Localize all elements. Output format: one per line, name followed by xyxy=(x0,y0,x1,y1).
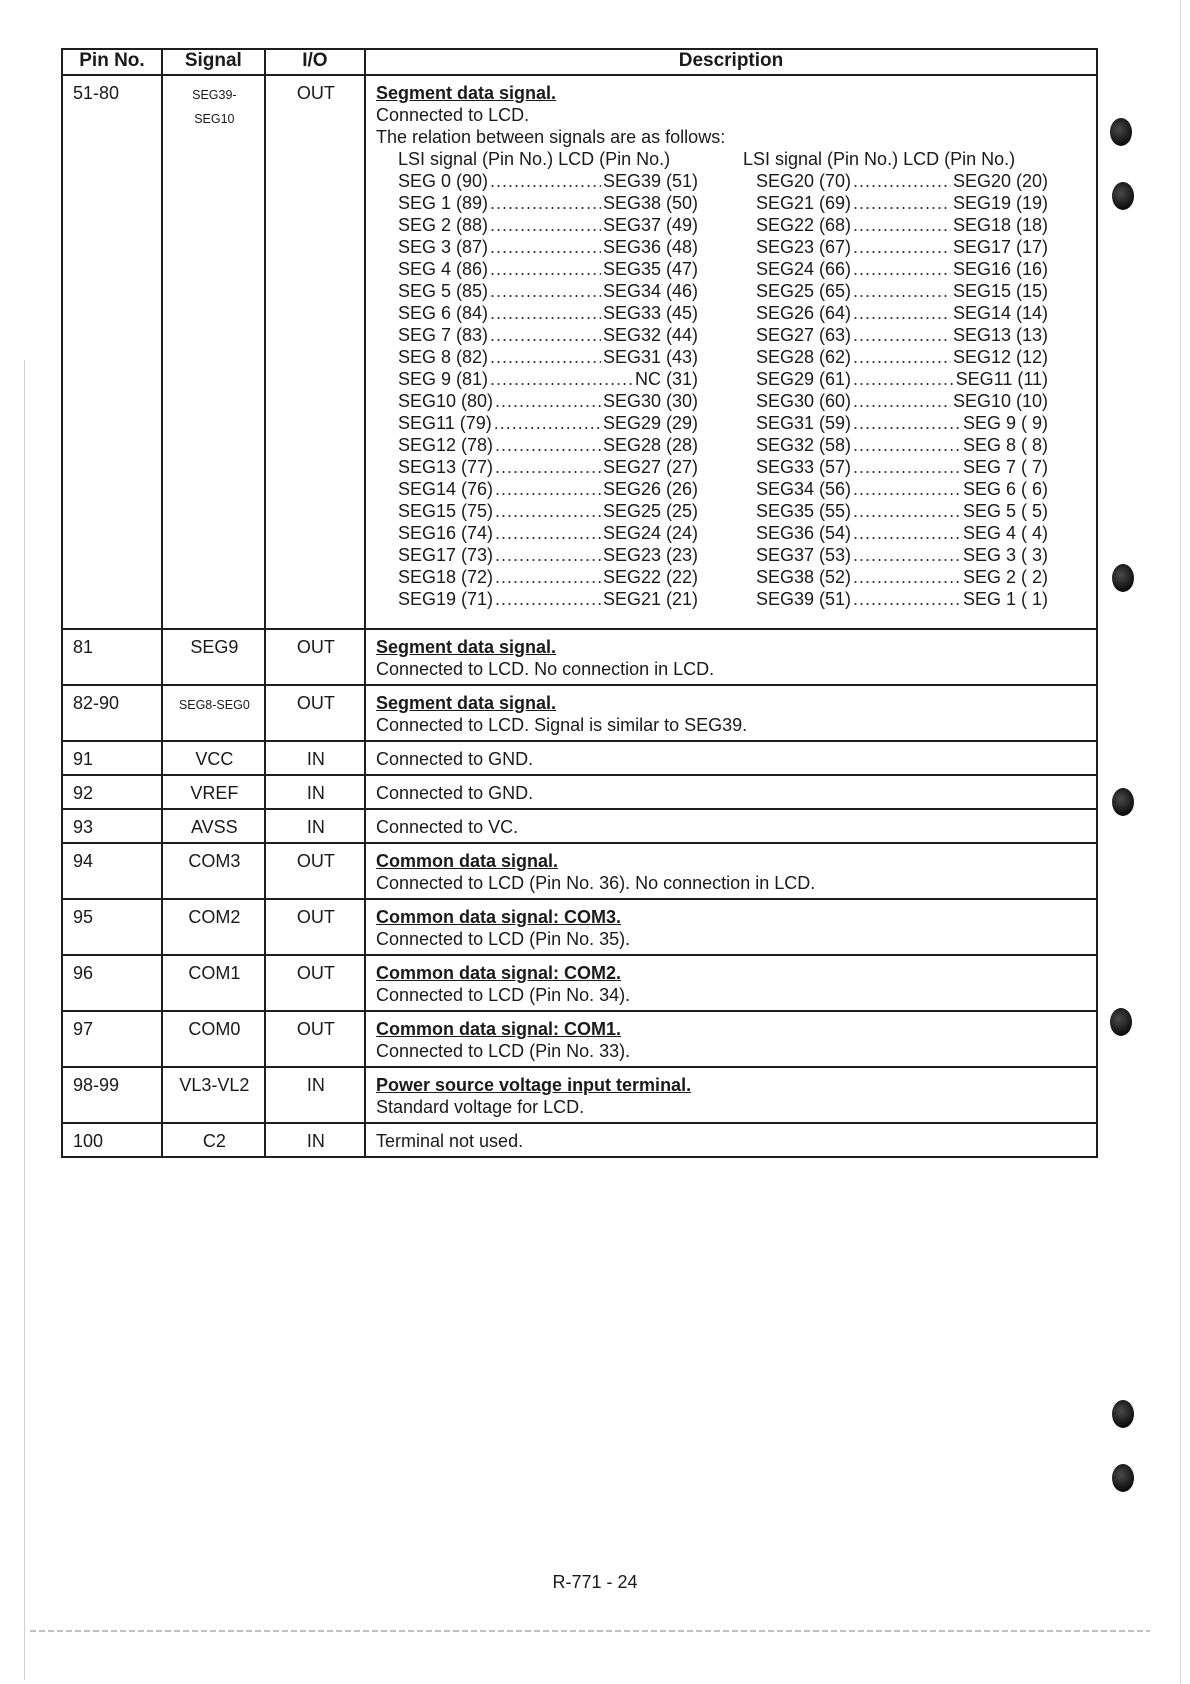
io-cell: OUT xyxy=(265,629,365,685)
lcd-pin: SEG16 (16) xyxy=(952,259,1048,279)
io-cell: IN xyxy=(265,1067,365,1123)
mapping-row xyxy=(398,390,1088,412)
lsi-signal: SEG13 (77) xyxy=(398,457,494,477)
leader-dots xyxy=(490,302,601,324)
mapping-pair-right xyxy=(756,390,1048,412)
leader-dots xyxy=(853,588,961,610)
binder-hole xyxy=(1112,788,1134,816)
lcd-pin: SEG11 (11) xyxy=(955,369,1048,389)
description-line: Connected to LCD (Pin No. 33). xyxy=(376,1041,631,1061)
description-title: Common data signal. xyxy=(376,851,559,871)
lsi-signal: SEG11 (79) xyxy=(398,413,492,433)
lcd-pin: SEG15 (15) xyxy=(952,281,1048,301)
pin-cell: 51-80 xyxy=(62,75,162,629)
description-cell xyxy=(365,1011,1097,1067)
lcd-pin: SEG14 (14) xyxy=(952,303,1048,323)
mapping-row xyxy=(398,566,1088,588)
mapping-pair-left xyxy=(398,566,698,588)
mapping-pair-left xyxy=(398,368,698,390)
mapping-pair-right xyxy=(756,566,1048,588)
mapping-pair-right xyxy=(756,170,1048,192)
pin-cell: 81 xyxy=(62,629,162,685)
lsi-signal: SEG36 (54) xyxy=(756,523,852,543)
description-line: Connected to LCD (Pin No. 36). No connection in LCD. xyxy=(376,873,816,893)
signal-cell xyxy=(162,809,265,843)
table-row xyxy=(62,775,1097,809)
signal-text: VREF xyxy=(190,783,239,803)
description-title: Common data signal: COM1. xyxy=(376,1019,622,1039)
mapping-row xyxy=(398,544,1088,566)
lsi-signal: SEG25 (65) xyxy=(756,281,852,301)
leader-dots xyxy=(490,280,601,302)
lsi-signal: SEG29 (61) xyxy=(756,369,852,389)
mapping-pair-left xyxy=(398,456,698,478)
lsi-signal: SEG 2 (88) xyxy=(398,215,489,235)
lsi-signal: SEG10 (80) xyxy=(398,391,494,411)
mapping-pair-left xyxy=(398,412,698,434)
lsi-signal: SEG 9 (81) xyxy=(398,369,489,389)
signal-cell xyxy=(162,843,265,899)
table-row-segment-mapping xyxy=(62,75,1097,629)
lsi-signal: SEG12 (78) xyxy=(398,435,494,455)
leader-dots xyxy=(490,368,633,390)
leader-dots xyxy=(490,214,601,236)
leader-dots xyxy=(853,368,954,390)
leader-dots xyxy=(853,390,951,412)
description-line: Connected to LCD (Pin No. 34). xyxy=(376,985,631,1005)
lsi-signal: SEG 4 (86) xyxy=(398,259,489,279)
binder-hole xyxy=(1112,1400,1134,1428)
mapping-pair-left xyxy=(398,236,698,258)
lcd-pin: SEG32 (44) xyxy=(602,325,698,345)
mapping-pair-right xyxy=(756,214,1048,236)
signal-cell xyxy=(162,685,265,741)
mapping-row xyxy=(398,368,1088,390)
signal-cell xyxy=(162,629,265,685)
mapping-row xyxy=(398,456,1088,478)
mapping-header xyxy=(398,148,1088,170)
description-line: Connected to LCD. xyxy=(376,105,530,125)
mapping-row xyxy=(398,214,1088,236)
table-row xyxy=(62,629,1097,685)
lcd-pin: SEG26 (26) xyxy=(602,479,698,499)
mapping-row xyxy=(398,258,1088,280)
signal-cell xyxy=(162,75,265,629)
mapping-header-left: LSI signal (Pin No.) LCD (Pin No.) xyxy=(398,149,671,169)
description-line: Connected to VC. xyxy=(376,817,519,837)
leader-dots xyxy=(853,566,961,588)
description-line: Connected to GND. xyxy=(376,783,534,803)
lcd-pin: SEG28 (28) xyxy=(602,435,698,455)
signal-text: COM3 xyxy=(188,851,241,871)
lcd-pin: SEG38 (50) xyxy=(602,193,698,213)
mapping-row xyxy=(398,412,1088,434)
signal-text: COM0 xyxy=(188,1019,241,1039)
lsi-signal: SEG 7 (83) xyxy=(398,325,489,345)
leader-dots xyxy=(853,412,961,434)
mapping-pair-left xyxy=(398,258,698,280)
leader-dots xyxy=(495,522,601,544)
lsi-signal: SEG14 (76) xyxy=(398,479,494,499)
lsi-signal: SEG 5 (85) xyxy=(398,281,489,301)
mapping-rows xyxy=(398,170,1088,610)
lsi-signal: SEG35 (55) xyxy=(756,501,852,521)
description-cell xyxy=(365,741,1097,775)
description-line: Standard voltage for LCD. xyxy=(376,1097,585,1117)
description-title: Common data signal: COM2. xyxy=(376,963,622,983)
table-row xyxy=(62,1011,1097,1067)
lsi-signal: SEG24 (66) xyxy=(756,259,852,279)
lcd-pin: SEG25 (25) xyxy=(602,501,698,521)
io-cell: IN xyxy=(265,1123,365,1157)
header-io: I/O xyxy=(265,49,365,75)
table-row xyxy=(62,1067,1097,1123)
description-line: Connected to LCD (Pin No. 35). xyxy=(376,929,631,949)
lsi-signal: SEG32 (58) xyxy=(756,435,852,455)
io-cell: OUT xyxy=(265,685,365,741)
io-cell: OUT xyxy=(265,1011,365,1067)
leader-dots xyxy=(494,412,601,434)
leader-dots xyxy=(490,324,601,346)
lcd-pin: SEG29 (29) xyxy=(602,413,698,433)
io-cell: OUT xyxy=(265,955,365,1011)
mapping-pair-right xyxy=(756,324,1048,346)
table-row xyxy=(62,1123,1097,1157)
mapping-row xyxy=(398,434,1088,456)
table-row xyxy=(62,741,1097,775)
lsi-signal: SEG27 (63) xyxy=(756,325,852,345)
lcd-pin: SEG 1 ( 1) xyxy=(962,589,1048,609)
table-row xyxy=(62,899,1097,955)
lsi-signal: SEG28 (62) xyxy=(756,347,852,367)
pin-cell: 91 xyxy=(62,741,162,775)
leader-dots xyxy=(853,346,951,368)
mapping-pair-right xyxy=(756,236,1048,258)
lcd-pin: SEG 5 ( 5) xyxy=(962,501,1048,521)
lsi-signal: SEG16 (74) xyxy=(398,523,494,543)
description-cell xyxy=(365,75,1097,629)
mapping-pair-left xyxy=(398,588,698,610)
mapping-pair-right xyxy=(756,544,1048,566)
mapping-pair-right xyxy=(756,368,1048,390)
description-line: Connected to LCD. Signal is similar to SEG39. xyxy=(376,715,748,735)
mapping-pair-right xyxy=(756,192,1048,214)
description-cell xyxy=(365,685,1097,741)
description-cell xyxy=(365,843,1097,899)
table-row xyxy=(62,685,1097,741)
leader-dots xyxy=(853,214,951,236)
leader-dots xyxy=(490,170,601,192)
page-edge-left xyxy=(24,360,25,1680)
signal-cell xyxy=(162,775,265,809)
mapping-pair-right xyxy=(756,346,1048,368)
leader-dots xyxy=(853,456,961,478)
leader-dots xyxy=(853,302,951,324)
lcd-pin: SEG 2 ( 2) xyxy=(962,567,1048,587)
mapping-pair-right xyxy=(756,478,1048,500)
lcd-pin: SEG 4 ( 4) xyxy=(962,523,1048,543)
lsi-signal: SEG23 (67) xyxy=(756,237,852,257)
mapping-pair-left xyxy=(398,390,698,412)
lcd-pin: SEG 6 ( 6) xyxy=(962,479,1048,499)
table-row xyxy=(62,809,1097,843)
leader-dots xyxy=(853,434,961,456)
pin-cell: 95 xyxy=(62,899,162,955)
signal-cell xyxy=(162,1123,265,1157)
lcd-pin: SEG18 (18) xyxy=(952,215,1048,235)
description-line: Terminal not used. xyxy=(376,1131,524,1151)
mapping-row xyxy=(398,280,1088,302)
lcd-pin: NC (31) xyxy=(634,369,698,389)
io-cell: OUT xyxy=(265,75,365,629)
description-title: Power source voltage input terminal. xyxy=(376,1075,692,1095)
leader-dots xyxy=(853,170,951,192)
signal-text: AVSS xyxy=(191,817,238,837)
leader-dots xyxy=(853,478,961,500)
binder-hole xyxy=(1110,118,1132,146)
lcd-pin: SEG34 (46) xyxy=(602,281,698,301)
mapping-pair-left xyxy=(398,170,698,192)
mapping-row xyxy=(398,302,1088,324)
description-title: Segment data signal. xyxy=(376,637,557,657)
mapping-pair-right xyxy=(756,456,1048,478)
leader-dots xyxy=(853,544,961,566)
mapping-pair-left xyxy=(398,478,698,500)
signal-text: C2 xyxy=(202,1131,226,1151)
pin-cell: 94 xyxy=(62,843,162,899)
lsi-signal: SEG15 (75) xyxy=(398,501,494,521)
mapping-pair-left xyxy=(398,434,698,456)
lcd-pin: SEG39 (51) xyxy=(602,171,698,191)
bottom-rule xyxy=(30,1630,1150,1632)
lsi-signal: SEG 1 (89) xyxy=(398,193,489,213)
mapping-pair-left xyxy=(398,346,698,368)
leader-dots xyxy=(853,280,951,302)
mapping-pair-left xyxy=(398,280,698,302)
lsi-signal: SEG34 (56) xyxy=(756,479,852,499)
lcd-pin: SEG19 (19) xyxy=(952,193,1048,213)
lcd-pin: SEG12 (12) xyxy=(952,347,1048,367)
signal-text: SEG8-SEG0 xyxy=(178,698,250,712)
mapping-pair-left xyxy=(398,500,698,522)
description-cell xyxy=(365,899,1097,955)
mapping-pair-right xyxy=(756,280,1048,302)
description-cell xyxy=(365,629,1097,685)
leader-dots xyxy=(495,500,601,522)
binder-hole xyxy=(1112,1464,1134,1492)
pin-description-table xyxy=(61,48,1098,1158)
pin-cell: 93 xyxy=(62,809,162,843)
mapping-row xyxy=(398,522,1088,544)
leader-dots xyxy=(495,390,601,412)
header-signal: Signal xyxy=(162,49,265,75)
lcd-pin: SEG37 (49) xyxy=(602,215,698,235)
lsi-signal: SEG 8 (82) xyxy=(398,347,489,367)
lcd-pin: SEG31 (43) xyxy=(602,347,698,367)
lcd-pin: SEG27 (27) xyxy=(602,457,698,477)
mapping-pair-left xyxy=(398,522,698,544)
header-description: Description xyxy=(365,49,1097,75)
description-cell xyxy=(365,1123,1097,1157)
page-footer: R-771 - 24 xyxy=(552,1572,638,1592)
description-cell xyxy=(365,775,1097,809)
mapping-pair-right xyxy=(756,434,1048,456)
description-line: The relation between signals are as follows: xyxy=(376,127,726,147)
table-row xyxy=(62,955,1097,1011)
pin-cell: 92 xyxy=(62,775,162,809)
leader-dots xyxy=(853,522,961,544)
leader-dots xyxy=(853,500,961,522)
mapping-pair-right xyxy=(756,500,1048,522)
binder-hole xyxy=(1112,564,1134,592)
io-cell: OUT xyxy=(265,843,365,899)
description-title: Segment data signal. xyxy=(376,693,557,713)
leader-dots xyxy=(853,192,951,214)
lsi-signal: SEG 0 (90) xyxy=(398,171,489,191)
lcd-pin: SEG35 (47) xyxy=(602,259,698,279)
leader-dots xyxy=(853,236,951,258)
signal-text: SEG9 xyxy=(190,637,239,657)
signal-mapping xyxy=(398,148,1088,610)
mapping-row xyxy=(398,170,1088,192)
pin-cell: 96 xyxy=(62,955,162,1011)
leader-dots xyxy=(490,236,601,258)
mapping-pair-left xyxy=(398,544,698,566)
description-line: Connected to GND. xyxy=(376,749,534,769)
lcd-pin: SEG30 (30) xyxy=(602,391,698,411)
lcd-pin: SEG20 (20) xyxy=(952,171,1048,191)
pin-cell: 82-90 xyxy=(62,685,162,741)
binder-hole xyxy=(1110,1008,1132,1036)
binder-hole xyxy=(1112,182,1134,210)
lsi-signal: SEG 6 (84) xyxy=(398,303,489,323)
lsi-signal: SEG22 (68) xyxy=(756,215,852,235)
leader-dots xyxy=(495,588,601,610)
leader-dots xyxy=(495,544,601,566)
mapping-row xyxy=(398,588,1088,610)
io-cell: OUT xyxy=(265,899,365,955)
lsi-signal: SEG39 (51) xyxy=(756,589,852,609)
description-cell xyxy=(365,809,1097,843)
lcd-pin: SEG 8 ( 8) xyxy=(962,435,1048,455)
mapping-row xyxy=(398,236,1088,258)
mapping-pair-right xyxy=(756,258,1048,280)
lcd-pin: SEG 9 ( 9) xyxy=(962,413,1048,433)
leader-dots xyxy=(490,192,601,214)
page-edge-right xyxy=(1180,0,1181,1684)
mapping-pair-right xyxy=(756,302,1048,324)
lsi-signal: SEG30 (60) xyxy=(756,391,852,411)
leader-dots xyxy=(853,258,951,280)
lsi-signal: SEG26 (64) xyxy=(756,303,852,323)
lcd-pin: SEG13 (13) xyxy=(952,325,1048,345)
lcd-pin: SEG21 (21) xyxy=(602,589,698,609)
lcd-pin: SEG 3 ( 3) xyxy=(962,545,1048,565)
lsi-signal: SEG37 (53) xyxy=(756,545,852,565)
signal-cell xyxy=(162,1011,265,1067)
signal-cell xyxy=(162,955,265,1011)
mapping-pair-left xyxy=(398,324,698,346)
lsi-signal: SEG19 (71) xyxy=(398,589,494,609)
pin-cell: 97 xyxy=(62,1011,162,1067)
mapping-row xyxy=(398,192,1088,214)
signal-cell xyxy=(162,899,265,955)
leader-dots xyxy=(495,434,601,456)
description-title: Segment data signal. xyxy=(376,83,557,103)
mapping-row xyxy=(398,346,1088,368)
signal-text: SEG39-SEG10 xyxy=(192,88,237,126)
table-header-row xyxy=(62,49,1097,75)
lsi-signal: SEG18 (72) xyxy=(398,567,494,587)
signal-text: COM2 xyxy=(188,907,241,927)
io-cell: IN xyxy=(265,741,365,775)
signal-cell xyxy=(162,741,265,775)
lsi-signal: SEG17 (73) xyxy=(398,545,494,565)
description-cell xyxy=(365,955,1097,1011)
description-cell xyxy=(365,1067,1097,1123)
mapping-header-right: LSI signal (Pin No.) LCD (Pin No.) xyxy=(743,149,1016,169)
lcd-pin: SEG36 (48) xyxy=(602,237,698,257)
mapping-pair-left xyxy=(398,214,698,236)
lcd-pin: SEG24 (24) xyxy=(602,523,698,543)
leader-dots xyxy=(853,324,951,346)
pin-cell: 100 xyxy=(62,1123,162,1157)
description-line: Connected to LCD. No connection in LCD. xyxy=(376,659,715,679)
mapping-pair-right xyxy=(756,412,1048,434)
mapping-row xyxy=(398,478,1088,500)
lcd-pin: SEG10 (10) xyxy=(952,391,1048,411)
lsi-signal: SEG33 (57) xyxy=(756,457,852,477)
lcd-pin: SEG17 (17) xyxy=(952,237,1048,257)
mapping-pair-right xyxy=(756,522,1048,544)
mapping-pair-left xyxy=(398,302,698,324)
lcd-pin: SEG33 (45) xyxy=(602,303,698,323)
signal-cell xyxy=(162,1067,265,1123)
leader-dots xyxy=(495,566,601,588)
signal-text: VCC xyxy=(195,749,234,769)
lcd-pin: SEG22 (22) xyxy=(602,567,698,587)
description-title: Common data signal: COM3. xyxy=(376,907,622,927)
leader-dots xyxy=(490,346,601,368)
lcd-pin: SEG23 (23) xyxy=(602,545,698,565)
lsi-signal: SEG21 (69) xyxy=(756,193,852,213)
io-cell: IN xyxy=(265,775,365,809)
mapping-row xyxy=(398,500,1088,522)
lcd-pin: SEG 7 ( 7) xyxy=(962,457,1048,477)
mapping-pair-right xyxy=(756,588,1048,610)
lsi-signal: SEG20 (70) xyxy=(756,171,852,191)
leader-dots xyxy=(495,456,601,478)
pin-cell: 98-99 xyxy=(62,1067,162,1123)
signal-text: COM1 xyxy=(188,963,241,983)
mapping-row xyxy=(398,324,1088,346)
table-row xyxy=(62,843,1097,899)
leader-dots xyxy=(490,258,601,280)
lsi-signal: SEG 3 (87) xyxy=(398,237,489,257)
lsi-signal: SEG38 (52) xyxy=(756,567,852,587)
lsi-signal: SEG31 (59) xyxy=(756,413,852,433)
header-pin-no: Pin No. xyxy=(62,49,162,75)
signal-text: VL3-VL2 xyxy=(179,1075,250,1095)
mapping-pair-left xyxy=(398,192,698,214)
io-cell: IN xyxy=(265,809,365,843)
leader-dots xyxy=(495,478,601,500)
